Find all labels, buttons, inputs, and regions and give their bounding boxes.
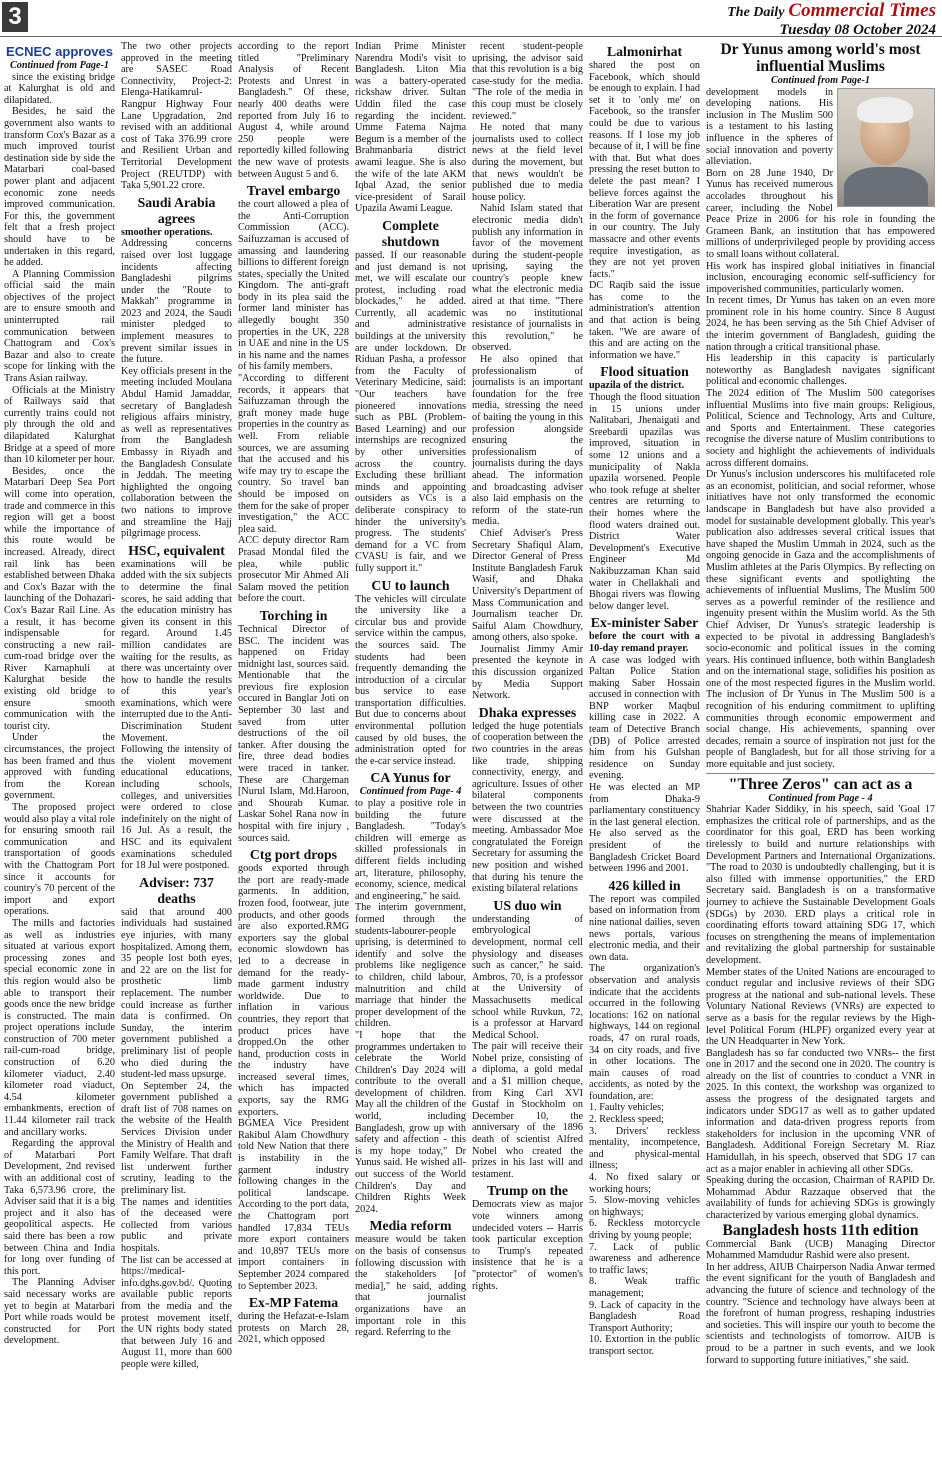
brand-name: Commercial Times (788, 0, 936, 21)
paragraph: said that around 400 individuals had sustained eye injuries, with many hospitalized. Among them, 35 people lost both eyes, and 22 are on the list for prosthetic limb replacement. The number could increase as further data is confirmed. On Sunday, the interim government published a preliminary list of people who died during the student-led mass upsurge. (121, 906, 232, 1081)
article-body-travel (238, 199, 349, 605)
paragraph: Besides, once the Matarbari Deep Sea Port will come into operation, trade and commerce in this region will get a boost while the importance of this route would be increased. Already, direct rail link has been established between Dhaka and Cox's Bazar with the launching of the Dohazari-Cox's Bazar Rail Line. As a result, it has become indispensable for constructing a new rail-cum-road bridge over the River Karnaphuli at Kalurghat beside the existing old bridge to ensure smooth communication with the tourist city. (4, 465, 115, 732)
headline-ecnec[interactable]: ECNEC approves (6, 44, 113, 59)
paragraph: 10. Extortion in the public transport sector. (589, 1334, 700, 1357)
article-body-media-cont (472, 41, 583, 702)
paragraph: Speaking during the occasion, Chairman of RAPID Dr. Mohammad Abdur Razzaque observed that the availability of funds for achieving SDGs is growingly characterized by various emerging global dynamics. (706, 1175, 935, 1221)
paragraph: Addressing concerns raised over lost luggage incidents affecting Bangladeshi pilgrims under the "Route to Makkah" programme in 2023 and 2024, the Saudi minister pledged to implement measures to prevent similar issues in the future. (121, 238, 232, 366)
headline-ctg[interactable]: Ctg port drops (249, 847, 338, 863)
divider (706, 773, 935, 774)
article-body-yunus-children (355, 798, 466, 1215)
paragraph: Following the intensity of the violent movement educational educations, including schools, colleges, and universities were ordered to close indefinitely on the night of 16 Jul. As a result, the HSC and its equivalent examinations scheduled for 18 Jul were postponed. (121, 744, 232, 872)
headline-travel[interactable]: Travel embargo (246, 183, 341, 199)
paragraph: the court allowed a plea of the Anti-Corruption Commission (ACC). Saifuzzaman is accused of amassing and laundering billions to different foreign states, specially the United Kingdom. The anti-graft body in its plea said the former land minister has allegedly bought 350 properties in the UK, 228 in UAE and nine in the US in his name and the names of his family members. (238, 199, 349, 373)
paragraph: ACC deputy director Ram Prasad Mondal filed the plea, while public prosecutor Mir Ahmed Ali Salam moved the petition before the court. (238, 535, 349, 605)
paragraph: 6. Reckless motorcycle driving by young people; (589, 1218, 700, 1241)
article-body-modi (355, 41, 466, 215)
article-body-dhaka (472, 721, 583, 895)
paragraph: 2. Reckless speed; (589, 1114, 664, 1126)
paragraph: BGMEA Vice President Rakibul Alam Chowdhury told New Nation that there is instability in the garment industry following changes in the political landscape. According to the port data, the Chattogram port handled 17,834 TEUs more export containers and 10,897 TEUs more import containers in September 2024 compared to September 2023. (238, 1118, 349, 1292)
article-body-426 (589, 894, 700, 1358)
brand-prefix: The Daily (727, 5, 785, 20)
paragraph: Officials at the Ministry of Railways said that currently trains could not ply through the old and dilapidated Kalurghat Bridge at a speed of more than 10 kilometer per hour. (4, 384, 115, 466)
continued-note: Continued from Page- 4 (359, 786, 462, 798)
paragraph: DC Raqib said the issue has come to the administration's attention and that action is being taken. "We are aware of this and are acting on the information we have." (589, 280, 700, 361)
paragraph: Commercial Bank (UCB) Managing Director Mohammed Mamdudur Rashid were also present. (706, 1238, 935, 1262)
paragraph: The report was compiled based on information from nine national dailies, seven news portals, various electronic media, and their own data. (589, 893, 700, 963)
paragraph: passed. If our reasonable and just demand is not met, we will escalate our protest, including road blockades," he added. Currently, all academic and administrative buildings at the university are under lockdown. Dr Riduan Pasha, a professor from the Faculty of Veterinary Medicine, said: "Our teachers have pioneered innovations such as PBL (Problem-Based Learning) and our internships are recognized by other universities across the country. Excluding these brilliant minds and appointing outsiders as VCs is a deliberate conspiracy to hinder the university's progress. The students' demand for a VC from CVASU is fair, and we fully support it." (355, 249, 466, 574)
yunus-portrait-image (837, 88, 935, 207)
paragraph: Journalist Jimmy Amir presented the keynote in this discussion organized by Media Support Network. (472, 643, 583, 702)
headline-usduo[interactable]: US duo win (493, 897, 562, 913)
paragraph: Democrats view as major vote winners among undecided voters -- Harris took particular exception to Trump's repeated insistence that he is a "protector" of women's rights. (472, 1199, 583, 1292)
paragraph: Under the circumstances, the project has been framed and thus approved with funding from the Korean government. (4, 732, 115, 802)
paragraph: according to the report titled "Preliminary Analysis of Recent Protests and Unrest in Bangladesh." Of these, nearly 400 deaths were reported from July 16 to August 4, while around 250 people were reportedly killed following the new wave of protests between August 5 and 6. (238, 41, 349, 180)
article-body-cu (355, 594, 466, 768)
deck-flood: upazila of the district. (589, 380, 685, 392)
paragraph: to play a positive role in building the future Bangladesh. "Today's children will emerge as skilled professionals in different fields including art, literature, philosophy, economy, science, medical and engineering," he said. (355, 798, 466, 902)
article-body-adviser (121, 907, 232, 1371)
paragraph: 1. Faulty vehicles; (589, 1102, 664, 1114)
paragraph: Regarding the approval of Matarbari Port Development, 2nd revised with an additional cost of Taka 6,573.96 crore, the Adviser said that it is a big project and it also has geopolitical aspects. He said there has been a row between China and India for long over funding of this port. (4, 1138, 115, 1277)
article-body-torching (238, 624, 349, 844)
paragraph: during the Hefazat-e-Islam protests on March 28, 2021, which opposed (238, 1311, 349, 1346)
paragraph: 7. Lack of public awareness and adherence to traffic laws; (589, 1241, 700, 1276)
paragraph: Bangladesh has so far conducted two VNRs-- the first one in 2017 and the second one in 2020. The country is already on the list of countries to conduct a VNR in 2025. In this context, the workshop was organized to assess the progress of the designated targets and indicators under SDG17 as well as to gather updated information and data-driven progress reports from stakeholders for inclusion in the upcoming VNR of Bangladesh. Additional Foreign Secretary M. Riaz Hamidullah, in his speech, observed that SDG 17 can act as a major enabler in achieving all other SDGs. (706, 1047, 935, 1175)
headline-dhaka[interactable]: Dhaka expresses (478, 704, 577, 720)
paragraph: 8. Weak traffic management; (589, 1276, 700, 1299)
article-body-flood (589, 392, 700, 612)
headline-yunus-children[interactable]: CA Yunus for (370, 770, 451, 786)
paragraph: Besides, he said the government also wants to transform Cox's Bazar as a much improved tourist destination side by side the Matarbari coal-based power plant and adjacent economic zone needs improved communication. For this, the government felt that a fresh project should have to be undertaken in this regard, he added. (4, 106, 115, 269)
headline-426[interactable]: 426 killed in (608, 877, 681, 893)
article-body-saber (589, 655, 700, 875)
issue-date: Tuesday 08 October 2024 (779, 22, 936, 38)
paragraph: Dr Yunus's inclusion underscores his multifaceted role as an economist, politician, and social reformer, whose initiatives have not only transformed the economic landscape in Bangladesh but have also provided a model for sustainable development globally. This year's publication also addresses several critical issues that have shaped the Muslim Ummah in 2024, such as the ongoing genocide in Gaza and the accomplishments of Muslim athletes at the Paris Olympics. By reflecting on these significant events and spotlighting the achievements of influential Muslims, The Muslim 500 serves as a powerful reminder of the resilience and ingenuity present within the Muslim world. As the 5th Chief Adviser, Dr Yunus's strategic leadership is expected to be pivotal in addressing Bangladesh's socio-economic and political issues in the coming years. His continued influence, both within Bangladesh and on the international stage, solidifies his position as one of the most respected figures in the Muslim world. The inclusion of Dr Yunus in The Muslim 500 is a recognition of his enduring commitment to uplifting communities through economic empowerment and social change. His achievements, spanning over decades, remain a source of inspiration not just for the people of Bangladesh, but for all those striving for a more equitable and just society. (706, 469, 935, 771)
paragraph: A Planning Commission official said the main objectives of the project are to ensure smooth and uninterrupted rail communication between Chattogram and Cox's Bazar and also to create scope for linking with the Trans Asian railway. (4, 268, 115, 385)
paragraph: The vehicles will circulate the university like a circular bus and provide service within the campus, the sources said. The students had been frequently demanding the introduction of a circular bus service to ease transportation difficulties. But due to concerns about environmental pollution caused by old buses, the administration opted for the e-car service instead. (355, 593, 466, 767)
paragraph: The proposed project would also play a vital role for ensuring smooth rail communication and transportation of goods with the Chattogram Port since it accounts for country's 70 percent of the import and export operations. (4, 802, 115, 918)
paragraph: He also opined that professionalism of journalists is an important foundation for the free media, stressing the need of baiting the young in this profession alongside ensuring the professionalism of journalists during the days ahead. The information and broadcasting adviser also laid emphasis on the reform of the state-run media. (472, 354, 583, 528)
paragraph: The list can be accessed at https://medical-info.dghs.gov.bd/. Quoting available public reports from the media and the protest movement itself, the UN rights body stated that between July 16 and August 11, more than 600 people were killed, (121, 1254, 232, 1370)
paragraph: goods exported through the port are ready-made garments. In addition, frozen food, footwear, jute products, and other goods are also exported.RMG exporters say the global economic slowdown has led to a decrease in demand for the ready-made garment industry worldwide. Due to inflation in various countries, they report that product prices have dropped.On the other hand, production costs in the industry have increased several times, which has impacted exports, say the RMG exporters. (238, 863, 349, 1118)
portrait-hair (857, 97, 913, 123)
paragraph: Indian Prime Minister Narendra Modi's visit to Bangladesh. Liton Mia was a battery-operated rickshaw driver. Sultan Uddin filed the case regarding the incident. Umme Fatema Najma Begum is a member of the Brahmanbaria district awami league. She is also the wife of the late AKM Iqbal Azad, the senior vice-president of Sarail Upazila Awami League. (355, 41, 466, 215)
paragraph: recent student-people uprising, the advisor said that this revolution is a big case-study for the media. "The role of the media in this coup must be closely reviewed." (472, 41, 583, 122)
paragraph: Shahriar Kader Siddiky, in his speech, said 'Goal 17 emphasizes the critical role of partnerships, and as the coordinator for this goal, ERD has been working tirelessly to build and nurture relationships with Development Partners and International Organizations. "The road to 2030 is undoubtedly challenging, but it is also filled with immense opportunities," the ERD Secretary said. Bangladesh is on a transformative journey to achieve the Sustainable Development Goals (SDGs) by 2030. ERD plays a critical role in coordinating efforts toward attaining SDG 17, which focuses on strengthening the means of implementation and revitalizing the global partnership for sustainable development. (706, 804, 935, 966)
article-body-saudi (121, 238, 232, 539)
paragraph: understanding of embryological development, normal cell physiology and diseases such as cancer," he said. Ambros, 70, is a professor at the University of Massachusetts medical school while Ruvkun, 72, is a professor at Harvard Medical School. (472, 913, 583, 1041)
newspaper-brand[interactable] (727, 0, 936, 22)
column-5 (472, 41, 583, 1453)
column-6 (589, 41, 700, 1453)
article-body-three-zeros (706, 804, 935, 1221)
headline-torching[interactable]: Torching in (259, 607, 328, 623)
paragraph: The names and identities of the deceased were collected from various public and private hospitals. (121, 1196, 232, 1254)
article-body-hsc (121, 559, 232, 872)
article-body-media (355, 1234, 466, 1338)
paragraph: Chief Adviser's Press Secretary Shafiqul Alam, Director General of Press Institute Bangladesh Faruk Wasif, and Dhaka University's Department of Mass Communication and Journalism teacher Dr. Saiful Alam Chowdhury, among others, also spoke. (472, 527, 583, 644)
paragraph: The two other projects approved in the meeting are SASEC Road Connectivity, Project-2: Elenga-Hatikamrul-Rangpur Highway Four Lane Upgradation, 2nd revised with an additional cost of Taka 376.99 crore and Resilient Urban and Territorial Development Project (REUTDP) with Taka 5,901.22 crore. (121, 41, 232, 192)
paragraph: examinations will be added with the six subjects to determine the final scores, he said adding that the education ministry has given its consent in this regard. Around 1.45 million candidates are waiting for the results, as there was uncertainty over how to handle the results of this year's examinations, which were interrupted due to the Anti-Discrimination Student Movement. (121, 558, 232, 744)
headline-saudi[interactable]: Saudi Arabia agrees (137, 194, 216, 226)
deck-saber: before the court with a 10-day remand prayer. (589, 631, 700, 654)
article-body-trump (472, 1199, 583, 1292)
article-body-exmp (238, 1311, 349, 1346)
paragraph: development models in developing nations. His inclusion in The Muslim 500 is a testament to his lasting influence in the spheres of social innovation and poverty alleviation. (706, 86, 833, 168)
headline-flood[interactable]: Flood situation (600, 364, 689, 380)
column-1 (4, 41, 115, 1453)
headline-shutdown[interactable]: Complete shutdown (381, 217, 440, 249)
paragraph: On September 24, the government published a draft list of 708 names on the website of the Health Services Division under the Ministry of Health and Family Welfare. That draft list underwent further scrutiny, leading to the preliminary list. (121, 1080, 232, 1197)
headline-saber[interactable]: Ex-minister Saber (590, 615, 699, 631)
paragraph: He noted that many journalists used to collect news at the field level during the movement, but that news wouldn't be published due to media house policy. (472, 122, 583, 203)
headline-lalmonirhat[interactable]: Lalmonirhat (606, 44, 683, 59)
masthead (727, 0, 936, 39)
headline-media[interactable]: Media reform (369, 1218, 452, 1234)
paragraph: Technical Director of BSC. The incident was happened on Friday midnight last, sources said. Mentionable that the previous fire explosion occured in Banglar Joti on September 30 last and saved from utter destructions of the oil tanker. After dousing the fire, three dead bodies were traced in tanker. These are Chargeman [Nurul Islam, Md.Haroon, and Shourab Kumar. Laskar Sohel Rana now in hospital with fire injury , sources said. (238, 623, 349, 844)
headline-trump[interactable]: Trump on the (486, 1183, 568, 1199)
continued-note: Continued from Page-1 (9, 60, 110, 71)
article-body-bangladesh-hosts (706, 1239, 935, 1367)
headline-exmp[interactable]: Ex-MP Fatema (248, 1295, 339, 1311)
headline-cu[interactable]: CU to launch (371, 577, 450, 593)
article-body-usduo (472, 914, 583, 1181)
page-number: 3 (2, 2, 28, 32)
article-body-ctg (238, 863, 349, 1292)
paragraph: He was elected an MP from Dhaka-9 parliamentary constituency in the last general election. He also served as the president of the Bangladesh Cricket Board between 1996 and 2001. (589, 782, 700, 875)
paragraph: The mills and factories as well as industries situated at various export processing zones and special economic zone in this region would also be able to transport their goods once the new bridge is constructed. The main project operations include construction of 700 meter rail-cum-road bridge, construction of 6.20 kilometer viaduct, 2.40 kilometer road viaduct, 4.54 kilometer embankments, erection of 11.44 kilometer rail track and ancillary works. (4, 917, 115, 1138)
article-body-shutdown (355, 250, 466, 575)
column-2 (121, 41, 232, 1453)
paragraph: The pair will receive their Nobel prize, consisting of a diploma, a gold medal and a $1 million cheque, from King Carl XVI Gustaf in Stockholm on December 10, the anniversary of the 1896 death of scientist Alfred Nobel who created the prizes in his last will and testament. (472, 1041, 583, 1180)
paragraph: The Planning Adviser said necessary works are yet to begin at Matarbari Port while roads would be constructed for Port development. (4, 1277, 115, 1347)
column-3 (238, 41, 349, 1453)
paragraph: The 2024 edition of The Muslim 500 categorises influential Muslims into five main groups: Religious, Political, Science and Technology, Arts and Culture, and Sports and Entertainment. These categories recognise the diverse nature of Muslim contributions to society and highlight the achievements of individuals across different domains. (706, 388, 935, 469)
paragraph: 9. Lack of capacity in the Bangladesh Road Transport Authority; (589, 1299, 700, 1334)
paragraph: Though the flood situation in 15 unions under Nalitabari, Jhenaigati and Sreebardi upazilas was improved, situation in some 12 unions and a municipality of Nakla upazila worsened. People who took refuge at shelter centres are returning to their homes where the flood waters drained out. District Water Development's Executive Engineer Md Nakibuzzaman Khan said water in Chellakhali and Bhogai rivers was flowing below danger level. (589, 392, 700, 612)
paragraph: since the existing bridge at Kalurghat is old and dilapidated. (4, 71, 115, 106)
paragraph: Nahid Islam stated that electronic media didn't publish any information in favor of the movement during the student-people uprising, saying the country's people knew what the electronic media aired at that time. "There was no institutional resistance of journalists in this revolution," he observed. (472, 203, 583, 354)
headline-three-zeros[interactable]: "Three Zeros" can act as a (728, 775, 913, 793)
continued-note: Continued from Page-1 (770, 75, 871, 86)
left-columns (4, 41, 700, 1453)
paragraph: ledged the huge potentials of cooperation between the two countries in the areas like trade, shipping connectivity, energy, and agriculture. Issues of other bilateral components between the two countries were discussed at the meeting. Ambassador Moe congratulated the Foreign Secretary for assuming the new position and wished that during his tenure the existing bilateral relations (472, 720, 583, 895)
paragraph: Key officials present in the meeting included Moulana Abdul Hamid Jamaddar, secretary of Bangladesh religious affairs ministry, as well as representatives from the Bangladesh Embassy in Riyadh and the Bangladesh Consulate in Jeddah. The meeting highlighted the ongoing collaboration between the two nations to improve and streamline the Hajj pilgrimage process. (121, 365, 232, 540)
article-body-projects (121, 41, 232, 192)
paragraph: His leadership in this capacity is particularly noteworthy as Bangladesh navigates significant political and economic challenges. (706, 353, 935, 388)
right-column (706, 41, 935, 1453)
paragraph: measure would be taken on the basis of consensus following discussion with the stakeholders [of media]," he said, adding that journalist organizations have an important role in this regard. Referring to the (355, 1234, 466, 1339)
paragraph: In her address, AIUB Chairperson Nadia Anwar termed the event significant for the youth of Bangladesh and advancing the future of science and technology of the country. "Science and technology have always been at the forefront of human progress, reshaping industries and societies. This will inspire our youth to become the scientists and technologists of tomorrow. AIUB is proud to be a partner in such events, and we look forward to supporting future initiatives," she said. (706, 1261, 935, 1366)
paragraph: The organization's observation and analysis indicate that the accidents occurred in the following locations: 162 on national highways, 144 on regional roads, 47 on rural roads, 34 on city roads, and five in other locations. The main causes of road accidents, as noted by the foundation, are: (589, 963, 700, 1102)
article-body-lalmonirhat (589, 60, 700, 361)
paragraph: "I hope that the programmes undertaken to celebrate the World Children's Day 2024 will contribute to the overall development of children. May all the children of the world, including Bangladesh, grow up with safety and affection - this is my hope today," Dr Yunus said. He wished all-out success of the World Children's Day and Children Rights Week 2024. (355, 1029, 466, 1215)
continued-note: Continued from Page - 4 (768, 792, 873, 804)
article-body-ecnec (4, 72, 115, 1347)
header-rule (0, 36, 942, 37)
headline-hsc[interactable]: HSC, equivalent (128, 542, 225, 558)
headline-bangladesh-hosts[interactable]: Bangladesh hosts 11th edition (722, 1221, 919, 1239)
headline-adviser[interactable]: Adviser: 737 deaths (139, 874, 214, 906)
paragraph: In recent times, Dr Yunus has taken on an even more prominent role in his home country. Since 8 August 2024, he has been serving as the 5th Chief Adviser of the interim government of Bangladesh, guiding the nation through a critical transitional phase. (706, 295, 935, 353)
paragraph: Born on 28 June 1940, Dr Yunus has received numerous accolades throughout his career, including the Nobel Peace Prize in 2006 for his role in founding the Grameen Bank, an institution that has empowered millions of underprivileged people by providing access to small loans without collateral. (706, 167, 935, 260)
paragraph: Member states of the United Nations are encouraged to conduct regular and inclusive reviews of their SDG progress at the national and sub-national levels. These Voluntary National Reviews (VNRs) are expected to serve as a basis for the regular reviews by the High-level Political Forum (HLPF) organized every year at the UN Headquarter in New York. (706, 966, 935, 1048)
deck-saudi: smoother operations. (121, 226, 213, 238)
portrait-body (844, 167, 928, 207)
paragraph: shared the post on Facebook, which should be enough to explain. I had set it to 'only me' on Facebook, so the transfer could be due to various reasons. If I lose my job because of it, I will be fine with that. But what does pressing the reset button to delete the past mean? I believe forces against the Liberation War are present in the form of governance in our country. The July massacre and other events require investigation, as they are not yet proven facts." (589, 60, 700, 280)
article-body-report (238, 41, 349, 180)
paragraph: 4. No fixed salary or working hours; (589, 1172, 700, 1195)
paragraph: 5. Slow-moving vehicles on highways; (589, 1195, 700, 1218)
paragraph: The interim government, formed through the students-labourer-people uprising, is determined to identify and solve the problems like negligence to children, child labour, malnutrition and child marriage that hinder the proper development of the children. (355, 902, 466, 1030)
paragraph: His work has inspired global initiatives in financial inclusion, encouraging economic self-sufficiency for impoverished communities, particularly women. (706, 260, 935, 295)
paragraph: 3. Drivers' reckless mentality, incompetence, and physical-mental illness; (589, 1125, 700, 1172)
paragraph: "According to different records, it appears that Saifuzzaman through the graft money made huge properties in the country as well. From reliable sources, we are assuming that the accused and his wife may try to escape the country. So travel ban should be imposed on them for the sake of proper investigation," the ACC plea said. (238, 373, 349, 535)
headline-yunus-muslims[interactable]: Dr Yunus among world's most influential Muslims (720, 41, 921, 75)
column-4 (355, 41, 466, 1453)
paragraph: A case was lodged with Paltan Police Station making Saber Hossain accused in connection with BNP worker Maqbul killing case in 2022. A team of Detective Branch (DB) of Police arrested him from his Gulshan residence on Sunday evening. (589, 654, 700, 782)
